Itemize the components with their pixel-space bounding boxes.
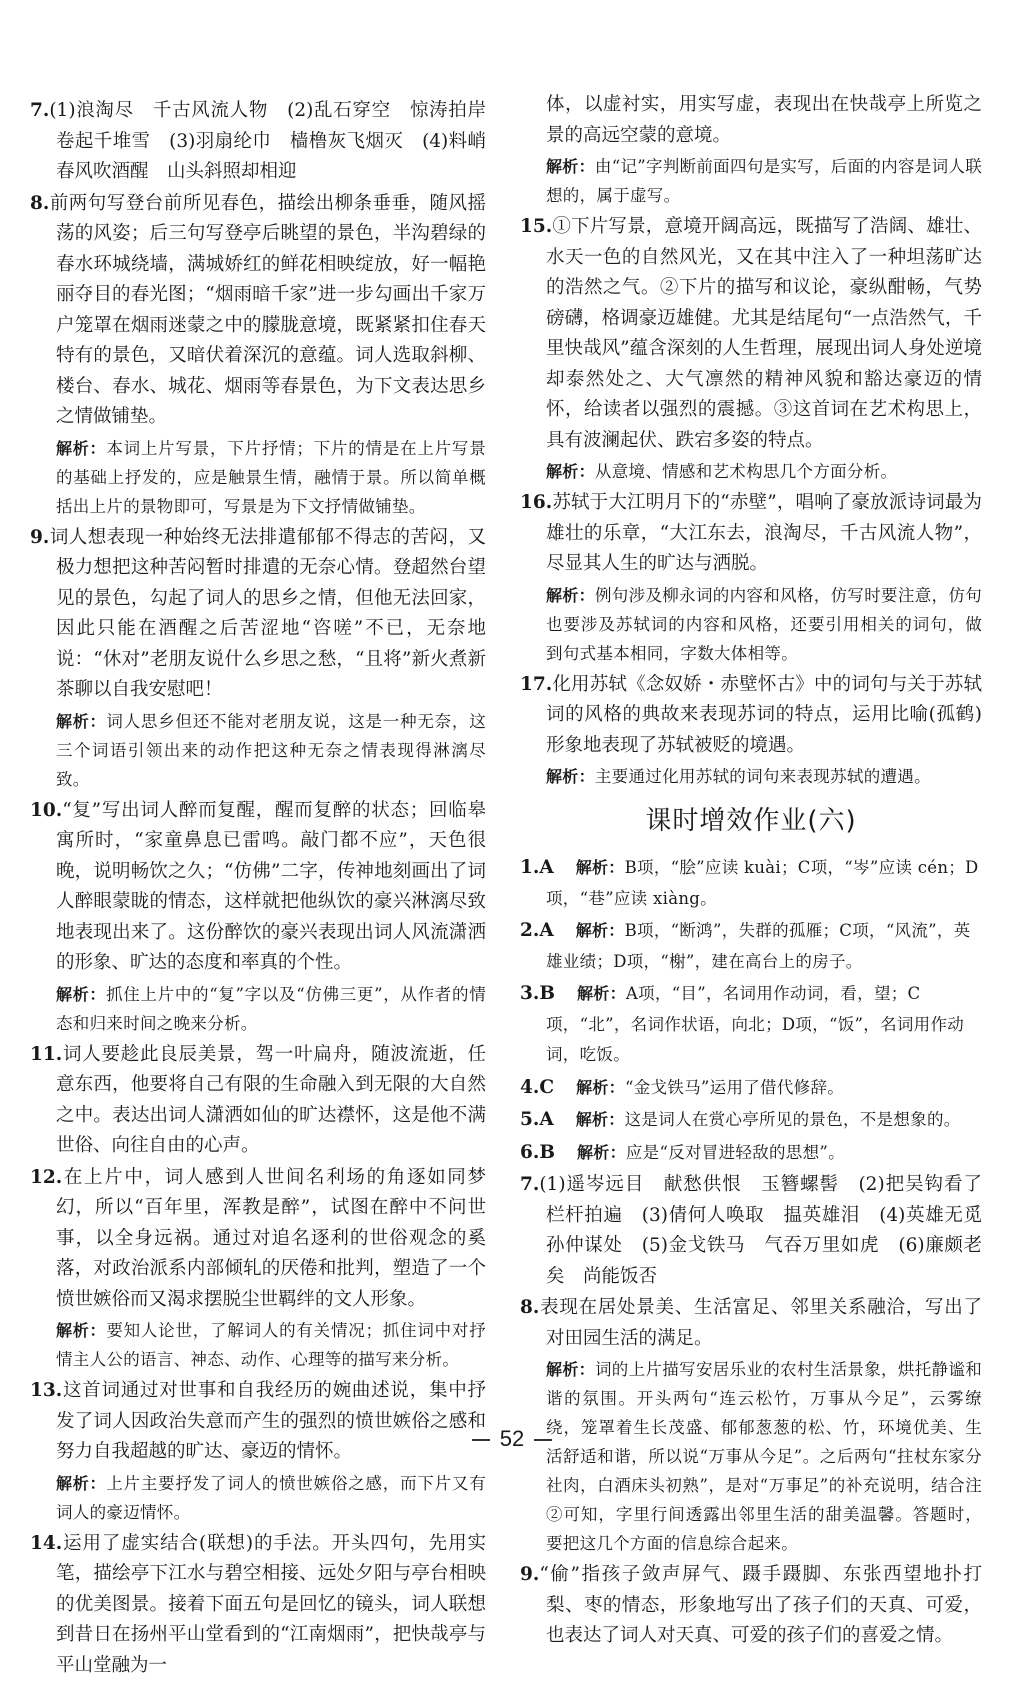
- analysis-label: 解析：: [575, 858, 625, 877]
- answer-text: 苏轼于大江明月下的“赤壁”，唱响了豪放派诗词最为雄壮的乐章，“大江东去，浪淘尽，千古风流人物”，尽显其人生的旷达与洒脱。: [546, 492, 982, 574]
- item-number: 13.: [30, 1380, 63, 1401]
- answer-item-14: [30, 1529, 486, 1682]
- answer-text: 前两句写登台前所见春色，描绘出柳条垂垂，随风摇荡的风姿；后三句写登亭后眺望的景色，半沟碧绿的春水环城绕墙，满城娇红的鲜花相映绽放，好一幅艳丽夺目的春光图；“烟雨暗千家”进一步勾画出千家万户笼罩在烟雨迷蒙之中的朦胧意境，既紧紧扣住春天特有的景色，又暗伏着深沉的意蕴。词人选取斜柳、楼台、春水、城花、烟雨等春景色，为下文表达思乡之情做铺垫。: [49, 192, 486, 427]
- analysis-text: 词人思乡但还不能对老朋友说，这是一种无奈，这三个词语引领出来的动作把这种无奈之情表现得淋漓尽致。: [56, 711, 486, 789]
- choice-answer: B: [539, 983, 555, 1004]
- answer-item-9: [30, 523, 486, 706]
- page-footer: [0, 1426, 1024, 1452]
- item-number: 15.: [520, 216, 553, 237]
- item-number: 16.: [520, 492, 553, 513]
- analysis-12: [30, 1316, 486, 1374]
- analysis-text: 由“记”字判断前面四句是实写，后面的内容是词人联想的，属于虚写。: [546, 157, 982, 205]
- analysis-13: [30, 1469, 486, 1527]
- answer-text: 化用苏轼《念奴娇・赤壁怀古》中的词句与关于苏轼词的风格的典故来表现苏词的特点，运用比喻(孤鹤)形象地表现了苏轼被贬的境遇。: [546, 673, 982, 756]
- answer-text: 表现在居处景美、生活富足、邻里关系融洽，写出了对田园生活的满足。: [539, 1297, 982, 1349]
- item-number: 9.: [30, 526, 50, 548]
- item-number: 7.: [30, 100, 50, 121]
- footer-dash-right: [534, 1439, 552, 1441]
- answer-item-r9: [520, 1560, 982, 1652]
- answer-text: 这首词通过对世事和自我经历的婉曲述说，集中抒发了词人因政治失意而产生的强烈的愤世嫉俗之感和努力自我超越的旷达、豪迈的情怀。: [56, 1380, 486, 1462]
- answer-text: 在上片中，词人感到人世间名利场的角逐如同梦幻，所以“百年里，浑教是醉”，试图在醉中不问世事，以全身远祸。通过对追名逐利的世俗观念的奚落，对政治派系内部倾轧的厌倦和批判，塑造了一个愤世嫉俗而又渴求摆脱尘世羁绊的文人形象。: [56, 1166, 486, 1310]
- item-number: 12.: [30, 1166, 63, 1188]
- analysis-text: “金戈铁马”运用了借代修辞。: [624, 1077, 845, 1097]
- choice-answer: A: [539, 1109, 554, 1130]
- item-number: 6.: [520, 1141, 540, 1163]
- analysis-10: [30, 980, 486, 1038]
- answer-text: “偷”指孩子敛声屏气、蹑手蹑脚、东张西望地扑打梨、枣的情态，形象地写出了孩子们的天真、可爱，也表达了词人对天真、可爱的孩子们的喜爱之情。: [539, 1564, 982, 1646]
- item-number: 9.: [520, 1564, 540, 1585]
- choice-item-1: [520, 853, 982, 914]
- answer-item-7: [30, 96, 505, 188]
- analysis-15: [520, 457, 982, 486]
- answer-item-12: [30, 1163, 486, 1316]
- choice-item-4: [520, 1073, 982, 1104]
- item-number: 7.: [520, 1174, 540, 1195]
- analysis-text: A项，“目”，名词用作动词，看，望；C项，“北”，名词作状语，向北；D项，“饭”，名词用作动词，吃饭。: [546, 984, 965, 1064]
- choice-item-5: [520, 1105, 982, 1136]
- answer-text: (1)遥岑远目 献愁供恨 玉簪螺髻 (2)把吴钩看了 栏杆拍遍 (3)倩何人唤取 揾英雄泪 (4)英雄无觅孙仲谋处 (5)金戈铁马 气吞万里如虎 (6)廉颇老矣 尚能饭否: [539, 1174, 1001, 1287]
- analysis-text: 本词上片写景，下片抒情；下片的情是在上片写景的基础上抒发的，应是触景生情，融情于景。所以简单概括出上片的景物即可，写景是为下文抒情做铺垫。: [56, 438, 486, 516]
- analysis-16: [520, 581, 982, 668]
- analysis-label: 解析：: [56, 711, 107, 731]
- item-number: 2.: [520, 920, 540, 941]
- analysis-text: B项，“脍”应读 kuài；C项，“岑”应读 cén；D项，“巷”应读 xiàng。: [546, 858, 979, 908]
- answer-item-r7: [520, 1170, 1001, 1292]
- answer-item-11: [30, 1040, 486, 1162]
- analysis-label: 解析：: [546, 462, 595, 481]
- item-number: 3.: [520, 983, 540, 1004]
- choice-item-3: [520, 979, 982, 1071]
- item-number: 1.: [520, 857, 540, 878]
- analysis-text: B项，“断鸿”，失群的孤雁；C项，“风流”，英雄业绩；D项，“榭”，建在高台上的房子。: [546, 921, 971, 971]
- choice-answer: A: [539, 920, 554, 941]
- answer-text: 运用了虚实结合(联想)的手法。开头四句，先用实笔，描绘亭下江水与碧空相接、远处夕阳与亭台相映的优美图景。接着下面五句是回忆的镜头，词人联想到昔日在扬州平山堂看到的“江南烟雨”，把快哉亭与平山堂融为一: [56, 1532, 486, 1676]
- item-number: 5.: [520, 1109, 540, 1130]
- analysis-text: 抓住上片中的“复”字以及“仿佛三更”，从作者的情态和归来时间之晚来分析。: [56, 984, 486, 1033]
- choice-answer: C: [539, 1076, 555, 1098]
- answer-item-8: [30, 189, 486, 433]
- analysis-label: 解析：: [576, 984, 626, 1003]
- analysis-label: 解析：: [576, 1077, 625, 1097]
- analysis-r8: [520, 1355, 982, 1558]
- answer-item-15: [520, 212, 982, 456]
- right-column: [520, 90, 1001, 1653]
- answer-text: 词人想表现一种始终无法排遣郁郁不得志的苦闷，又极力想把这种苦闷暂时排遣的无奈心情。登超然台望见的景色，勾起了词人的思乡之情，但他无法回家，因此只能在酒醒之后苦涩地“咨嗟”不已，无奈地说：“休对”老朋友说什么乡思之愁，“且将”新火煮新茶聊以自我安慰吧！: [49, 526, 486, 700]
- choice-item-2: [520, 916, 982, 977]
- analysis-label: 解析：: [56, 1473, 107, 1493]
- analysis-label: 解析：: [546, 767, 595, 786]
- analysis-label: 解析：: [576, 1142, 626, 1162]
- answer-item-16: [520, 488, 982, 580]
- item-number: 4.: [520, 1076, 540, 1098]
- page-number: 52: [499, 1426, 525, 1451]
- answer-item-17: [520, 670, 982, 762]
- answer-text: 词人要趁此良辰美景，驾一叶扁舟，随波流逝，任意东西，他要将自己有限的生命融入到无限的大自然之中。表达出词人潇洒如仙的旷达襟怀，这是他不满世俗、向往自由的心声。: [56, 1043, 486, 1156]
- analysis-text: 上片主要抒发了词人的愤世嫉俗之感，而下片又有词人的豪迈情怀。: [56, 1473, 486, 1522]
- analysis-text: 要知人论世，了解词人的有关情况；抓住词中对抒情主人公的语言、神态、动作、心理等的描写来分析。: [56, 1321, 486, 1369]
- analysis-label: 解析：: [56, 438, 107, 458]
- choice-item-6: [520, 1138, 982, 1169]
- analysis-label: 解析：: [575, 1110, 625, 1129]
- analysis-text: 主要通过化用苏轼的词句来表现苏轼的遭遇。: [594, 767, 931, 786]
- analysis-17: [520, 762, 982, 791]
- item-number: 14.: [30, 1532, 63, 1554]
- item-number: 17.: [520, 673, 553, 695]
- footer-dash-left: [472, 1439, 490, 1441]
- analysis-text: 这是词人在赏心亭所见的景色，不是想象的。: [624, 1110, 961, 1129]
- analysis-text: 例句涉及柳永词的内容和风格，仿写时要注意，仿句也要涉及苏轼词的内容和风格，还要引用相关的词句，做到句式基本相同，字数大体相等。: [546, 585, 982, 663]
- analysis-14: [520, 152, 982, 210]
- item-number: 10.: [30, 799, 63, 821]
- analysis-label: 解析：: [575, 921, 625, 940]
- analysis-label: 解析：: [56, 1321, 107, 1340]
- answer-item-13: [30, 1376, 486, 1468]
- answer-text: (1)浪淘尽 千古风流人物 (2)乱石穿空 惊涛拍岸 卷起千堆雪 (3)羽扇纶巾 樯橹灰飞烟灭 (4)料峭春风吹酒醒 山头斜照却相迎: [49, 100, 505, 182]
- answer-text: “复”写出词人醉而复醒，醒而复醉的状态；回临皋寓所时，“家童鼻息已雷鸣。敲门都不应”，天色很晚，说明畅饮之久；“仿佛”二字，传神地刻画出了词人醉眼蒙眬的情态，这样就把他纵饮的豪兴淋漓尽致地表现出来了。这份醉饮的豪兴表现出词人风流潇洒的形象、旷达的态度和率真的个性。: [56, 799, 486, 973]
- answer-item-10: [30, 796, 486, 979]
- answer-text: ①下片写景，意境开阔高远，既描写了浩阔、雄壮、水天一色的自然风光，又在其中注入了一种坦荡旷达的浩然之气。②下片的描写和议论，豪纵酣畅，气势磅礴，格调豪迈雄健。尤其是结尾句“一点浩然气，千里快哉风”蕴含深刻的人生哲理，展现出词人身处逆境却泰然处之、大气凛然的精神风貌和豁达豪迈的情怀，给读者以强烈的震撼。③这首词在艺术构思上，具有波澜起伏、跌宕多姿的特点。: [546, 216, 982, 451]
- choice-answer: A: [539, 857, 554, 878]
- analysis-text: 应是“反对冒进轻敌的思想”。: [625, 1142, 845, 1162]
- item-number: 8.: [30, 192, 50, 214]
- analysis-label: 解析：: [546, 157, 595, 176]
- analysis-label: 解析：: [546, 585, 595, 605]
- item-number: 8.: [520, 1297, 540, 1318]
- answer-14-continued: 体，以虚衬实，用实写虚，表现出在快哉亭上所览之景的高远空蒙的意境。: [546, 94, 982, 146]
- answer-item-r8: [520, 1293, 982, 1354]
- analysis-9: [30, 707, 486, 794]
- analysis-8: [30, 434, 486, 521]
- section-title: 课时增效作业(六): [645, 806, 857, 836]
- analysis-label: 解析：: [546, 1360, 595, 1379]
- analysis-label: 解析：: [56, 984, 107, 1004]
- analysis-text: 词的上片描写安居乐业的农村生活景象，烘托静谧和谐的氛围。开头两句“连云松竹，万事从今足”，云雾缭绕，笼罩着生长茂盛、郁郁葱葱的松、竹，环境优美、生活舒适和谐，所以说“万事从今足”。之后两句“拄杖东家分社肉，白酒床头初熟”，是对“万事足”的补充说明，结合注②可知，字里行间透露出邻里生活的甜美温馨。答题时，要把这几个方面的信息综合起来。: [546, 1360, 982, 1553]
- item-number: 11.: [30, 1043, 63, 1065]
- choice-answer: B: [539, 1141, 555, 1163]
- analysis-text: 从意境、情感和艺术构思几个方面分析。: [594, 462, 898, 481]
